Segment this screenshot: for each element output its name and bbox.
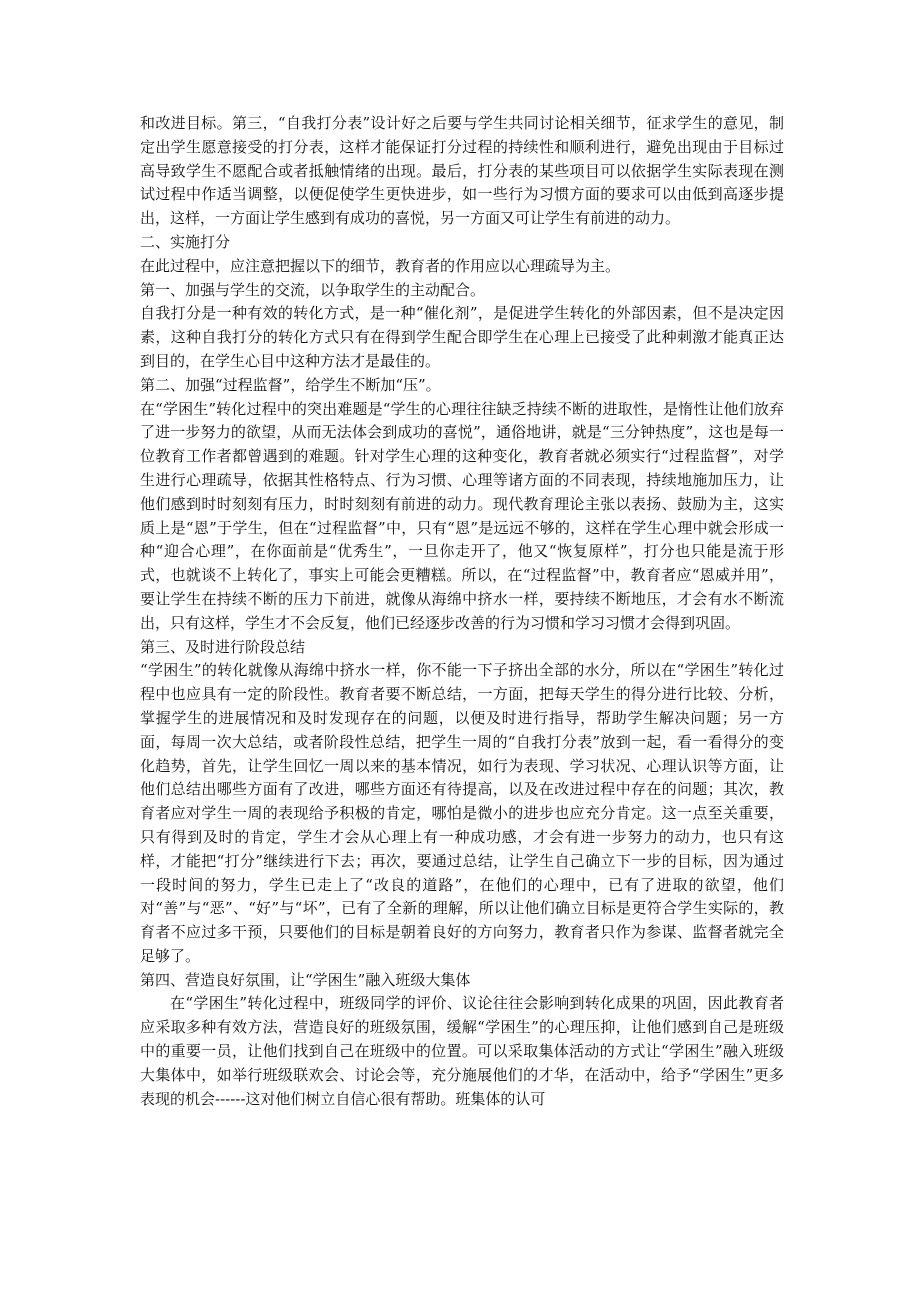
subheading-process-supervision: 第二、加强“过程监督”，给学生不断加“压”。 bbox=[140, 375, 441, 394]
paragraph-class-atmosphere: 在“学困生”转化过程中，班级同学的评价、议论往往会影响到转化成果的巩固，因此教育者应采取多种有效方法，营造良好的班级氛围，缓解“学困生”的心理压抑，让他们感到自己是班级中的重要一员，让他们找到自己在班级中的位置。可以采取集体活动的方式让“学困生”融入班级大集体中，如举行班级联欢会、讨论会等，充分施展他们的才华，在活动中，给予“学困生”更多表现的机会------这对他们树立自信心很有帮助。班集体的认可 bbox=[140, 994, 784, 1108]
paragraph-process-supervision: 在“学困生”转化过程中的突出难题是“学生的心理往往缺乏持续不断的进取性，是惰性让他们放弃了进一步努力的欲望，从而无法体会到成功的喜悦”，通俗地讲，就是“三分钟热度”，这也是每一位教育工作者都曾遇到的难题。针对学生心理的这种变化，教育者就必须实行“过程监督”，对学生进行心理疏导，依据其性格特点、行为习惯、心理等诸方面的不同表现，持续地施加压力，让他们感到时时刻刻有压力，时时刻刻有前进的动力。现代教育理论主张以表扬、鼓励为主，这实质上是“恩”于学生，但在“过程监督”中，只有“恩”是远远不够的，这样在学生心理中就会形成一种“迎合心理”，在你面前是“优秀生”，一旦你走开了，他又“恢复原样”，打分也只能是流于形式，也就谈不上转化了，事实上可能会更糟糕。所以，在“过程监督”中，教育者应“恩威并用”，要让学生在持续不断的压力下前进，就像从海绵中挤水一样，要持续不断地压，才会有水不断流出，只有这样，学生才不会反复，他们已经逐步改善的行为习惯和学习习惯才会得到巩固。 bbox=[140, 399, 784, 632]
section-heading-implement-scoring: 二、实施打分 bbox=[140, 232, 231, 251]
paragraph-details-intro: 在此过程中，应注意把握以下的细节，教育者的作用应以心理疏导为主。 bbox=[140, 256, 621, 275]
subheading-class-atmosphere: 第四、营造良好氛围，让“学困生”融入班级大集体 bbox=[140, 970, 471, 989]
document-page bbox=[140, 112, 784, 1111]
subheading-communication: 第一、加强与学生的交流，以争取学生的主动配合。 bbox=[140, 280, 486, 299]
subheading-stage-summary: 第三、及时进行阶段总结 bbox=[140, 637, 306, 656]
paragraph-self-scoring: 自我打分是一种有效的转化方式，是一种“催化剂”，是促进学生转化的外部因素，但不是决定因素，这种自我打分的转化方式只有在得到学生配合即学生在心理上已接受了此种刺激才能真正达到目的，在学生心目中这种方法才是最佳的。 bbox=[140, 304, 784, 370]
paragraph-stage-summary: “学困生”的转化就像从海绵中挤水一样，你不能一下子挤出全部的水分，所以在“学困生”转化过程中也应具有一定的阶段性。教育者要不断总结，一方面，把每天学生的得分进行比较、分析，掌握学生的进展情况和及时发现存在的问题，以便及时进行指导，帮助学生解决问题；另一方面，每周一次大总结，或者阶段性总结，把学生一周的“自我打分表”放到一起，看一看得分的变化趋势，首先，让学生回忆一周以来的基本情况，如行为表现、学习状况、心理认识等方面，让他们总结出哪些方面有了改进，哪些方面还有待提高，以及在改进过程中存在的问题；其次，教育者应对学生一周的表现给予积极的肯定，哪怕是微小的进步也应充分肯定。这一点至关重要，只有得到及时的肯定，学生才会从心理上有一种成功感，才会有进一步努力的动力，也只有这样，才能把“打分”继续进行下去；再次，要通过总结，让学生自己确立下一步的目标，因为通过一段时间的努力，学生已走上了“改良的道路”，在他们的心理中，已有了进取的欲望，他们对“善”与“恶”、“好”与“坏”，已有了全新的理解，所以让他们确立目标是更符合学生实际的，教育者不应过多干预，只要他们的目标是朝着良好的方向努力，教育者只作为参谋、监督者就完全足够了。 bbox=[140, 661, 784, 965]
paragraph-goal-setting: 和改进目标。第三，“自我打分表”设计好之后要与学生共同讨论相关细节，征求学生的意见，制定出学生愿意接受的打分表，这样才能保证打分过程的持续性和顺利进行，避免出现由于目标过高导致学生不愿配合或者抵触情绪的出现。最后，打分表的某些项目可以依据学生实际表现在测试过程中作适当调整，以便促使学生更快进步，如一些行为习惯方面的要求可以由低到高逐步提出，这样，一方面让学生感到有成功的喜悦，另一方面又可让学生有前进的动力。 bbox=[140, 114, 784, 228]
